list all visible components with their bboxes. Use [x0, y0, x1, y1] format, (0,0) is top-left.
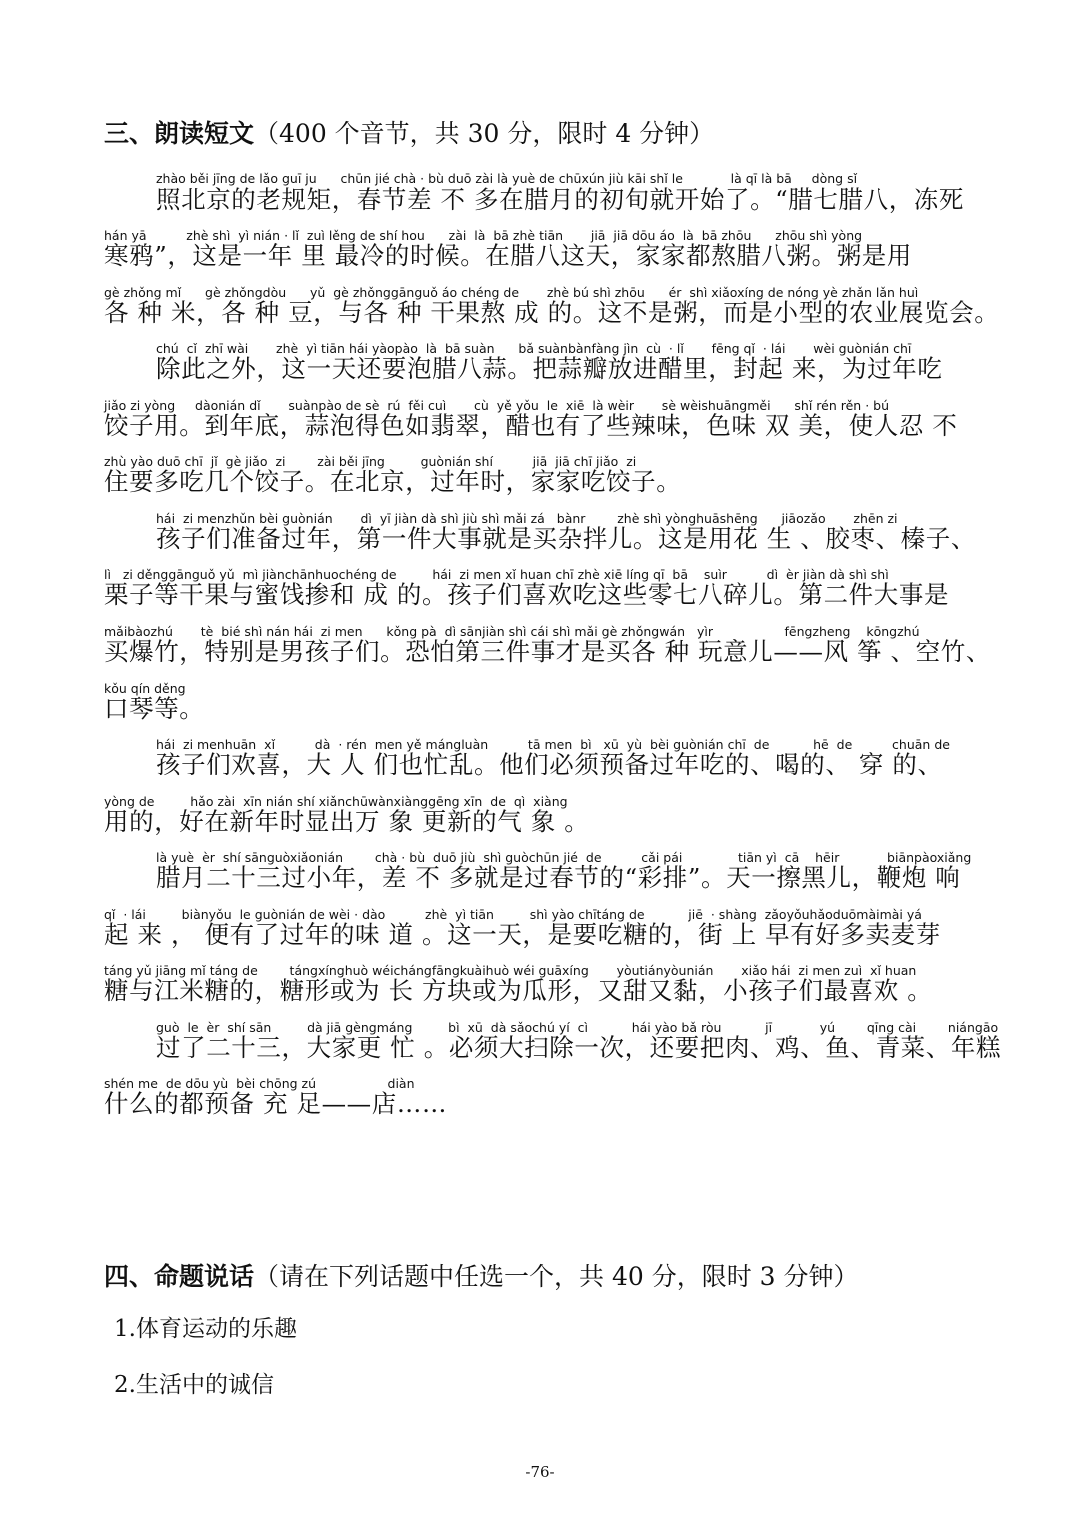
text-line: 住要多吃几个饺子。在北京，过年时，家家吃饺子。 — [104, 467, 682, 496]
pinyin-line: hái zi menzhǔn bèi guònián dì yī jiàn dà shì jiù shì mǎi zá bànr zhè shì yònghuāshēng jiāozǎo zhēn zi — [156, 511, 898, 526]
text-line: 孩子们欢喜，大 人 们也忙乱。他们必须预备过年吃的、喝的、 穿 的、 — [156, 750, 943, 779]
text-line: 孩子们准备过年，第一件大事就是买杂拌儿。这是用花 生 、胶枣、榛子、 — [156, 524, 976, 553]
text-line: 什么的都预备 充 足——店…… — [104, 1089, 448, 1118]
pinyin-line: gè zhǒng mǐ gè zhǒngdòu yǔ gè zhǒnggānguǒ áo chéng de zhè bú shì zhōu ér shì xiǎoxíng de nóng yè zhǎn lǎn huì — [104, 285, 919, 300]
text-line: 糖与江米糖的，糖形或为 长 方块或为瓜形，又甜又黏，小孩子们最喜欢 。 — [104, 976, 933, 1005]
pinyin-line: mǎibàozhú tè bié shì nán hái zi men kǒng pà dì sānjiàn shì cái shì mǎi gè zhǒngwán yìr fēngzheng kōngzhú — [104, 624, 920, 639]
pinyin-line: shén me de dōu yù bèi chōng zú diàn — [104, 1076, 415, 1091]
pinyin-line: chú cǐ zhī wài zhè yì tiān hái yàopào là bā suàn bǎ suànbànfàng jìn cù · lǐ fēng qǐ · lái wèi guònián chī — [156, 341, 912, 356]
pinyin-line: hái zi menhuān xǐ dà · rén men yě mángluàn tā men bì xū yù bèi guònián chī de hē de chuān de — [156, 737, 950, 752]
page-number: -76- — [525, 1463, 555, 1481]
text-line: 用的，好在新年时显出万 象 更新的气 象 。 — [104, 807, 590, 836]
section-3-heading — [104, 119, 714, 149]
section-4-heading — [104, 1262, 859, 1292]
pinyin-line: zhào běi jīng de lǎo guī ju chūn jié chà · bù duō zài là yuè de chūxún jiù kāi shǐ le là qī là bā dòng sǐ — [156, 171, 858, 186]
pinyin-line: lì zi děnggānguǒ yǔ mì jiànchānhuochéng de hái zi men xǐ huan chī zhè xiē líng qī bā suìr dì èr jiàn dà shì shì — [104, 567, 889, 582]
topic-item: 2.生活中的诚信 — [114, 1372, 274, 1398]
pinyin-line: kǒu qín děng — [104, 681, 186, 696]
pinyin-line: là yuè èr shí sānguòxiǎonián chà · bù duō jiù shì guòchūn jié de cǎi pái tiān yì cā hēir biānpàoxiǎng — [156, 850, 972, 865]
text-line: 买爆竹，特别是男孩子们。恐怕第三件事才是买各 种 玩意儿——风 筝 、空竹、 — [104, 637, 991, 666]
text-line: 照北京的老规矩，春节差 不 多在腊月的初旬就开始了。“腊七腊八，冻死 — [156, 185, 964, 214]
pinyin-line: guò le èr shí sān dà jiā gèngmáng bì xū dà sǎochú yí cì hái yào bǎ ròu jī yú qīng cài niángāo — [156, 1020, 999, 1035]
topic-item: 1.体育运动的乐趣 — [114, 1316, 297, 1342]
text-line: 起 来 ， 便有了过年的味 道 。这一天，是要吃糖的，街 上 早有好多卖麦芽 — [104, 920, 941, 949]
text-line: 除此之外，这一天还要泡腊八蒜。把蒜瓣放进醋里，封起 来，为过年吃 — [156, 354, 943, 383]
pinyin-line: jiǎo zi yòng dàonián dǐ suànpào de sè rú fěi cuì cù yě yǒu le xiē là wèir sè wèishuāngměi shǐ rén rěn · bú — [104, 398, 890, 413]
section-4-note: （请在下列话题中任选一个，共 40 分，限时 3 分钟） — [254, 1262, 859, 1291]
text-line: 口琴等。 — [104, 694, 205, 723]
text-line: 腊月二十三过小年，差 不 多就是过春节的“彩排”。天一擦黑儿，鞭炮 响 — [156, 863, 961, 892]
text-line: 饺子用。到年底，蒜泡得色如翡翠，醋也有了些辣味，色味 双 美，使人忍 不 — [104, 411, 958, 440]
section-4-title: 四、命题说话 — [104, 1262, 255, 1291]
pinyin-line: qǐ · lái biànyǒu le guònián de wèi · dào zhè yì tiān shì yào chītáng de jiē · shàng zǎoyǒuhǎoduōmàimài yá — [104, 907, 922, 922]
text-line: 寒鸦”，这是一年 里 最冷的时候。在腊八这天，家家都熬腊八粥。粥是用 — [104, 241, 912, 270]
text-line: 各 种 米，各 种 豆，与各 种 干果熬 成 的。这不是粥，而是小型的农业展览会。 — [104, 298, 1000, 327]
section-3-title: 三、朗读短文 — [104, 119, 255, 148]
pinyin-line: hán yā zhè shì yì nián · lǐ zuì lěng de shí hou zài là bā zhè tiān jiā jiā dōu áo là bā zhōu zhōu shì yòng — [104, 228, 863, 243]
pinyin-line: zhù yào duō chī jǐ gè jiǎo zi zài běi jīng guònián shí jiā jiā chī jiǎo zi — [104, 454, 637, 469]
pinyin-line: táng yǔ jiāng mǐ táng de tángxínghuò wéichángfāngkuàihuò wéi guāxíng yòutiányòunián xiǎo hái zi men zuì xǐ huan — [104, 963, 917, 978]
text-line: 栗子等干果与蜜饯掺和 成 的。孩子们喜欢吃这些零七八碎儿。第二件大事是 — [104, 580, 950, 609]
pinyin-line: yòng de hǎo zài xīn nián shí xiǎnchūwànxiànggēng xīn de qì xiàng — [104, 794, 568, 809]
section-3-note: （400 个音节，共 30 分，限时 4 分钟） — [254, 119, 715, 148]
text-line: 过了二十三，大家更 忙 。必须大扫除一次，还要把肉、鸡、鱼、青菜、年糕 — [156, 1033, 1002, 1062]
